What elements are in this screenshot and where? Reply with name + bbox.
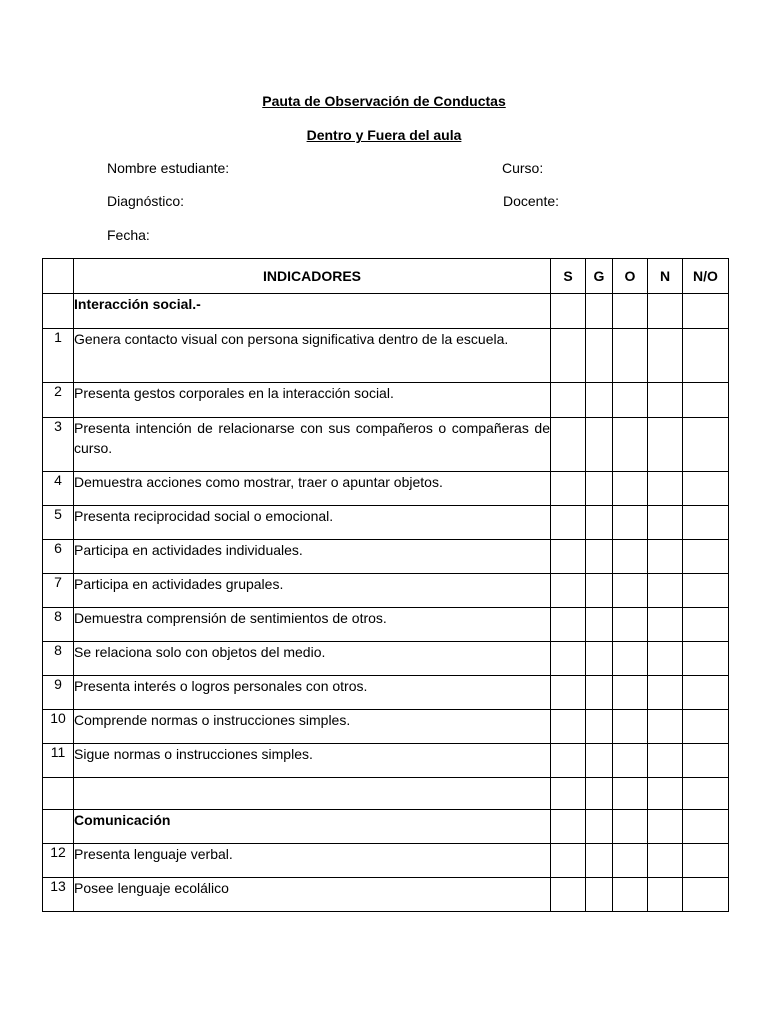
rating-cell-o[interactable] (613, 778, 648, 810)
rating-cell-o[interactable] (613, 472, 648, 506)
indicator-text: Participa en actividades individuales. (74, 540, 551, 574)
rating-cell-g[interactable] (586, 710, 613, 744)
rating-cell-g[interactable] (586, 844, 613, 878)
indicator-text (74, 778, 551, 810)
rating-cell-o[interactable] (613, 710, 648, 744)
row-number: 11 (43, 744, 74, 778)
rating-cell-g[interactable] (586, 329, 613, 383)
header-number-cell (43, 259, 74, 294)
table-section-row (43, 294, 729, 329)
rating-cell-no[interactable] (683, 418, 729, 472)
row-number: 5 (43, 506, 74, 540)
rating-cell-s[interactable] (551, 608, 586, 642)
rating-cell-o[interactable] (613, 574, 648, 608)
rating-cell-n[interactable] (648, 778, 683, 810)
rating-cell-s[interactable] (551, 294, 586, 329)
indicator-text: Sigue normas o instrucciones simples. (74, 744, 551, 778)
rating-cell-o[interactable] (613, 642, 648, 676)
header-o: O (613, 259, 648, 294)
table-row (43, 608, 729, 642)
rating-cell-no[interactable] (683, 608, 729, 642)
rating-cell-s[interactable] (551, 418, 586, 472)
rating-cell-n[interactable] (648, 383, 683, 418)
indicator-text: Comprende normas o instrucciones simples. (74, 710, 551, 744)
rating-cell-n[interactable] (648, 472, 683, 506)
rating-cell-o[interactable] (613, 878, 648, 912)
table-row (43, 574, 729, 608)
rating-cell-g[interactable] (586, 294, 613, 329)
table-row (43, 540, 729, 574)
document-subtitle: Dentro y Fuera del aula (306, 127, 462, 143)
rating-cell-no[interactable] (683, 642, 729, 676)
rating-cell-g[interactable] (586, 506, 613, 540)
rating-cell-g[interactable] (586, 810, 613, 844)
rating-cell-no[interactable] (683, 710, 729, 744)
table-row (43, 744, 729, 778)
rating-cell-n[interactable] (648, 329, 683, 383)
rating-cell-g[interactable] (586, 574, 613, 608)
rating-cell-o[interactable] (613, 810, 648, 844)
rating-cell-s[interactable] (551, 540, 586, 574)
rating-cell-no[interactable] (683, 506, 729, 540)
row-number: 7 (43, 574, 74, 608)
header-s: S (551, 259, 586, 294)
field-nombre-label: Nombre estudiante: (107, 160, 230, 176)
rating-cell-n[interactable] (648, 294, 683, 329)
rating-cell-s[interactable] (551, 642, 586, 676)
row-number: 2 (43, 383, 74, 418)
rating-cell-o[interactable] (613, 418, 648, 472)
rating-cell-n[interactable] (648, 642, 683, 676)
table-row (43, 878, 729, 912)
indicator-text: Presenta lenguaje verbal. (74, 844, 551, 878)
rating-cell-n[interactable] (648, 810, 683, 844)
rating-cell-n[interactable] (648, 676, 683, 710)
rating-cell-g[interactable] (586, 676, 613, 710)
rating-cell-no[interactable] (683, 294, 729, 329)
rating-cell-n[interactable] (648, 844, 683, 878)
rating-cell-g[interactable] (586, 418, 613, 472)
rating-cell-n[interactable] (648, 540, 683, 574)
rating-cell-s[interactable] (551, 383, 586, 418)
rating-cell-s[interactable] (551, 844, 586, 878)
rating-cell-no[interactable] (683, 574, 729, 608)
rating-cell-no[interactable] (683, 472, 729, 506)
rating-cell-no[interactable] (683, 329, 729, 383)
rating-cell-o[interactable] (613, 676, 648, 710)
field-docente-label: Docente: (503, 193, 560, 209)
rating-cell-no[interactable] (683, 540, 729, 574)
rating-cell-n[interactable] (648, 744, 683, 778)
row-number (43, 810, 74, 844)
row-number: 10 (43, 710, 74, 744)
section-heading: Interacción social.- (74, 294, 551, 329)
rating-cell-o[interactable] (613, 294, 648, 329)
table-header-row (43, 259, 729, 294)
field-curso-label: Curso: (502, 160, 544, 176)
table-body (43, 294, 729, 912)
rating-cell-o[interactable] (613, 329, 648, 383)
rating-cell-no[interactable] (683, 744, 729, 778)
table-row (43, 472, 729, 506)
rating-cell-o[interactable] (613, 844, 648, 878)
row-number: 3 (43, 418, 74, 472)
header-indicadores: INDICADORES (74, 259, 551, 294)
table-row (43, 383, 729, 418)
indicator-text: Presenta intención de relacionarse con sus compañeros o compañeras de curso. (74, 418, 551, 472)
rating-cell-o[interactable] (613, 383, 648, 418)
rating-cell-no[interactable] (683, 810, 729, 844)
rating-cell-g[interactable] (586, 472, 613, 506)
row-number (43, 778, 74, 810)
rating-cell-s[interactable] (551, 574, 586, 608)
rating-cell-no[interactable] (683, 844, 729, 878)
rating-cell-o[interactable] (613, 744, 648, 778)
row-number: 8 (43, 642, 74, 676)
indicator-text: Demuestra comprensión de sentimientos de otros. (74, 608, 551, 642)
rating-cell-o[interactable] (613, 540, 648, 574)
row-number (43, 294, 74, 329)
rating-cell-n[interactable] (648, 574, 683, 608)
table-row (43, 506, 729, 540)
row-number: 8 (43, 608, 74, 642)
table-section-row (43, 810, 729, 844)
indicator-text: Presenta gestos corporales en la interacción social. (74, 383, 551, 418)
header-g: G (586, 259, 613, 294)
indicator-text: Demuestra acciones como mostrar, traer o apuntar objetos. (74, 472, 551, 506)
header-n: N (648, 259, 683, 294)
rating-cell-s[interactable] (551, 710, 586, 744)
rating-cell-no[interactable] (683, 878, 729, 912)
table-row (43, 642, 729, 676)
rating-cell-no[interactable] (683, 676, 729, 710)
row-number: 1 (43, 329, 74, 383)
row-number: 12 (43, 844, 74, 878)
rating-cell-s[interactable] (551, 506, 586, 540)
row-number: 4 (43, 472, 74, 506)
rating-cell-s[interactable] (551, 472, 586, 506)
field-diagnostico-label: Diagnóstico: (107, 193, 185, 209)
table-row (43, 844, 729, 878)
indicator-text: Genera contacto visual con persona significativa dentro de la escuela. (74, 329, 551, 383)
rating-cell-n[interactable] (648, 418, 683, 472)
rating-cell-g[interactable] (586, 778, 613, 810)
rating-cell-s[interactable] (551, 778, 586, 810)
indicator-text: Posee lenguaje ecolálico (74, 878, 551, 912)
rating-cell-o[interactable] (613, 608, 648, 642)
rating-cell-s[interactable] (551, 329, 586, 383)
rating-cell-g[interactable] (586, 540, 613, 574)
row-number: 13 (43, 878, 74, 912)
table-row (43, 676, 729, 710)
rating-cell-n[interactable] (648, 710, 683, 744)
rating-cell-g[interactable] (586, 383, 613, 418)
table-row (43, 778, 729, 810)
row-number: 6 (43, 540, 74, 574)
rating-cell-s[interactable] (551, 878, 586, 912)
indicator-text: Presenta interés o logros personales con otros. (74, 676, 551, 710)
rating-cell-s[interactable] (551, 676, 586, 710)
table-row (43, 329, 729, 383)
table-row (43, 418, 729, 472)
rating-cell-g[interactable] (586, 642, 613, 676)
rating-cell-s[interactable] (551, 744, 586, 778)
rating-cell-g[interactable] (586, 878, 613, 912)
rating-cell-n[interactable] (648, 878, 683, 912)
field-fecha-label: Fecha: (107, 227, 150, 243)
rating-cell-no[interactable] (683, 383, 729, 418)
rating-cell-s[interactable] (551, 810, 586, 844)
rating-cell-g[interactable] (586, 608, 613, 642)
rating-cell-n[interactable] (648, 506, 683, 540)
indicator-text: Presenta reciprocidad social o emocional. (74, 506, 551, 540)
indicator-text: Se relaciona solo con objetos del medio. (74, 642, 551, 676)
rating-cell-no[interactable] (683, 778, 729, 810)
row-number: 9 (43, 676, 74, 710)
rating-cell-o[interactable] (613, 506, 648, 540)
header-no: N/O (683, 259, 729, 294)
observation-table (42, 258, 729, 912)
rating-cell-g[interactable] (586, 744, 613, 778)
document-title: Pauta de Observación de Conductas (262, 93, 506, 109)
rating-cell-n[interactable] (648, 608, 683, 642)
section-heading: Comunicación (74, 810, 551, 844)
indicator-text: Participa en actividades grupales. (74, 574, 551, 608)
table-row (43, 710, 729, 744)
